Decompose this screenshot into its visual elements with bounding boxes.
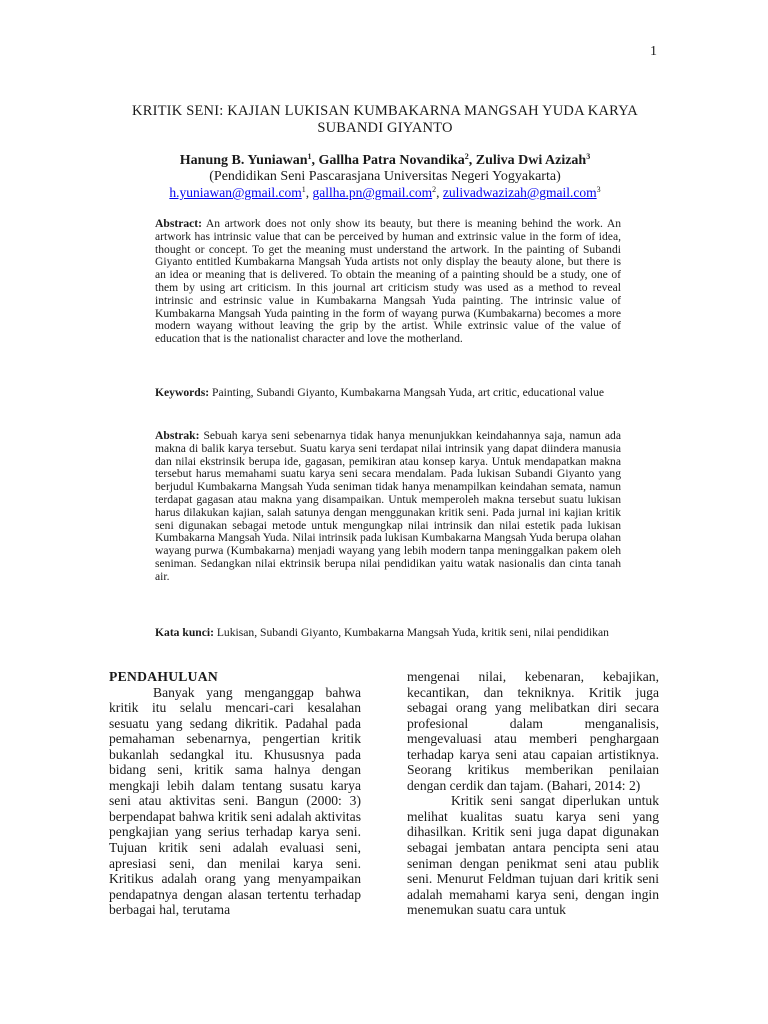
abstract-english xyxy=(155,218,621,346)
keywords-label: Keywords: xyxy=(155,386,210,399)
keywords-text: Painting, Subandi Giyanto, Kumbakarna Mangsah Yuda, art critic, educational value xyxy=(209,386,605,399)
email-link[interactable]: h.yuniawan@gmail.com xyxy=(169,185,302,200)
keywords-english xyxy=(155,387,621,400)
email-link[interactable]: zulivadwazizah@gmail.com xyxy=(442,185,597,200)
abstract-text: An artwork does not only show its beauty, but there is meaning behind the work. An artwork has intrinsic value that can be perceived by human and extrinsic value in the form of idea, thought or concept. To get the meaning must understand the artwork. In the painting of Subandi Giyanto entitled Kumbakarna Mangsah Yuda artists not only display the beauty alone, but there is an idea or meaning that is delivered. To obtain the meaning of a painting should be a study, one of them by using art criticism. In this journal art criticism study was used as a method to reveal intrinsic and estrinsic value in Kumbakarna Mangsah Yuda painting. The intrinsic value of Kumbakarna Mangsah Yuda painting in the form of wayang purwa (Kumbakarna) becomes a more modern wayang without leaving the grip by the artist. While extrinsic value of the value of education that is the nationalist character and love the motherland. xyxy=(155,217,621,346)
affiliation: (Pendidikan Seni Pascarasjana Universitas Negeri Yogyakarta) xyxy=(209,169,561,184)
email-separator: , xyxy=(305,185,313,200)
author-superscript: 1 xyxy=(307,152,312,161)
body-paragraph: Kritik seni sangat diperlukan untuk melihat kualitas suatu karya seni yang dihasilkan. Kritik seni juga dapat digunakan sebagai jembatan antara pencipta seni atau seniman dengan penikmat seni atau publik seni. Menurut Feldman tujuan dari kritik seni adalah memahami karya seni, dengan ingin menemukan suatu cara untuk xyxy=(407,793,659,918)
section-heading: PENDAHULUAN xyxy=(109,669,219,684)
body-paragraph: Banyak yang menganggap bahwa kritik itu selalu mencari-cari kesalahan sesuatu yang sedang dikritik. Padahal pada pemahaman sebenarnya, pengertian kritik bukanlah sedangkal itu. Khususnya pada bidang seni, kritik sama halnya dengan mengkaji lebih dalam tentang susatu karya seni atau aktivitas seni. Bangun (2000: 3) berpendapat bahwa kritik seni adalah aktivitas pengkajian yang serius terhadap karya seni. Tujuan kritik seni adalah evaluasi seni, apresiasi seni, dan menilai karya seni. Kritikus adalah orang yang menyampaikan pendapatnya dengan alasan tertentu terhadap berbagai hal, terutama xyxy=(109,684,361,918)
kata-kunci-text: Lukisan, Subandi Giyanto, Kumbakarna Mangsah Yuda, kritik seni, nilai pendidikan xyxy=(213,626,609,639)
author-list xyxy=(120,152,650,169)
author-name: , Gallha Patra Novandika xyxy=(311,153,465,168)
body-column-left xyxy=(109,669,361,918)
email-separator: , xyxy=(436,185,443,200)
author-superscript: 2 xyxy=(464,152,469,161)
abstract-indonesian xyxy=(155,430,621,584)
email-superscript: 2 xyxy=(432,185,437,194)
paper-title: KRITIK SENI: KAJIAN LUKISAN KUMBAKARNA MANGSAH YUDA KARYA SUBANDI GIYANTO xyxy=(132,103,638,136)
author-name: , Zuliva Dwi Azizah xyxy=(468,153,587,168)
body-column-right xyxy=(407,669,659,918)
body-paragraph-continued: mengenai nilai, kebenaran, kebajikan, kecantikan, dan tekniknya. Kritik juga sebagai orang yang melibatkan diri secara profesional dalam menganalisis, mengevaluasi atau memberi penghargaan terhadap karya seni atau capaian artistiknya. Seorang kritikus memberikan penilaian dengan cerdik dan tajam. (Bahari, 2014: 2) xyxy=(407,669,659,793)
email-link[interactable]: gallha.pn@gmail.com xyxy=(312,185,433,200)
author-superscript: 3 xyxy=(586,152,591,161)
email-superscript: 3 xyxy=(596,185,601,194)
email-superscript: 1 xyxy=(301,185,306,194)
abstract-label: Abstract: xyxy=(155,217,203,230)
author-name: Hanung B. Yuniawan xyxy=(179,153,308,168)
abstrak-text: Sebuah karya seni sebenarnya tidak hanya menunjukkan keindahannya saja, namun ada makna di balik karya tersebut. Suatu karya seni terdapat nilai intrinsik yang dapat diindera manusia dan nilai ekstrinsik berupa ide, gagasan, pemikiran atau konsep karya. Untuk mendapatkan makna tersebut harus memahami suatu karya seni secara mendalam. Pada lukisan Subandi Giyanto yang berjudul Kumbakarna Mangsah Yuda seniman tidak hanya menampilkan keindahan semata, namun terdapat gagasan atau makna yang disampaikan. Untuk memperoleh makna tersebut suatu lukisan harus dilakukan kajian, salah satunya dengan menggunakan kritik seni. Pada jurnal ini kajian kritik seni digunakan sebagai metode untuk mengungkap nilai intrinsik dan nilai estetik pada lukisan Kumbakarna Mangsah Yuda. Nilai intrinsik pada lukisan Kumbakarna Mangsah Yuda berupa olahan wayang purwa (Kumbakarna) menjadi wayang yang lebih modern tanpa meninggalkan pakem oleh seniman. Sedangkan nilai ektrinsik berupa nilai pendidikan yaitu watak nasionalis dan cinta tanah air. xyxy=(155,429,621,583)
kata-kunci-label: Kata kunci: xyxy=(155,626,214,639)
abstrak-label: Abstrak: xyxy=(155,429,200,442)
keywords-indonesian xyxy=(155,627,621,640)
page-number: 1 xyxy=(650,44,657,59)
email-list xyxy=(100,184,670,201)
